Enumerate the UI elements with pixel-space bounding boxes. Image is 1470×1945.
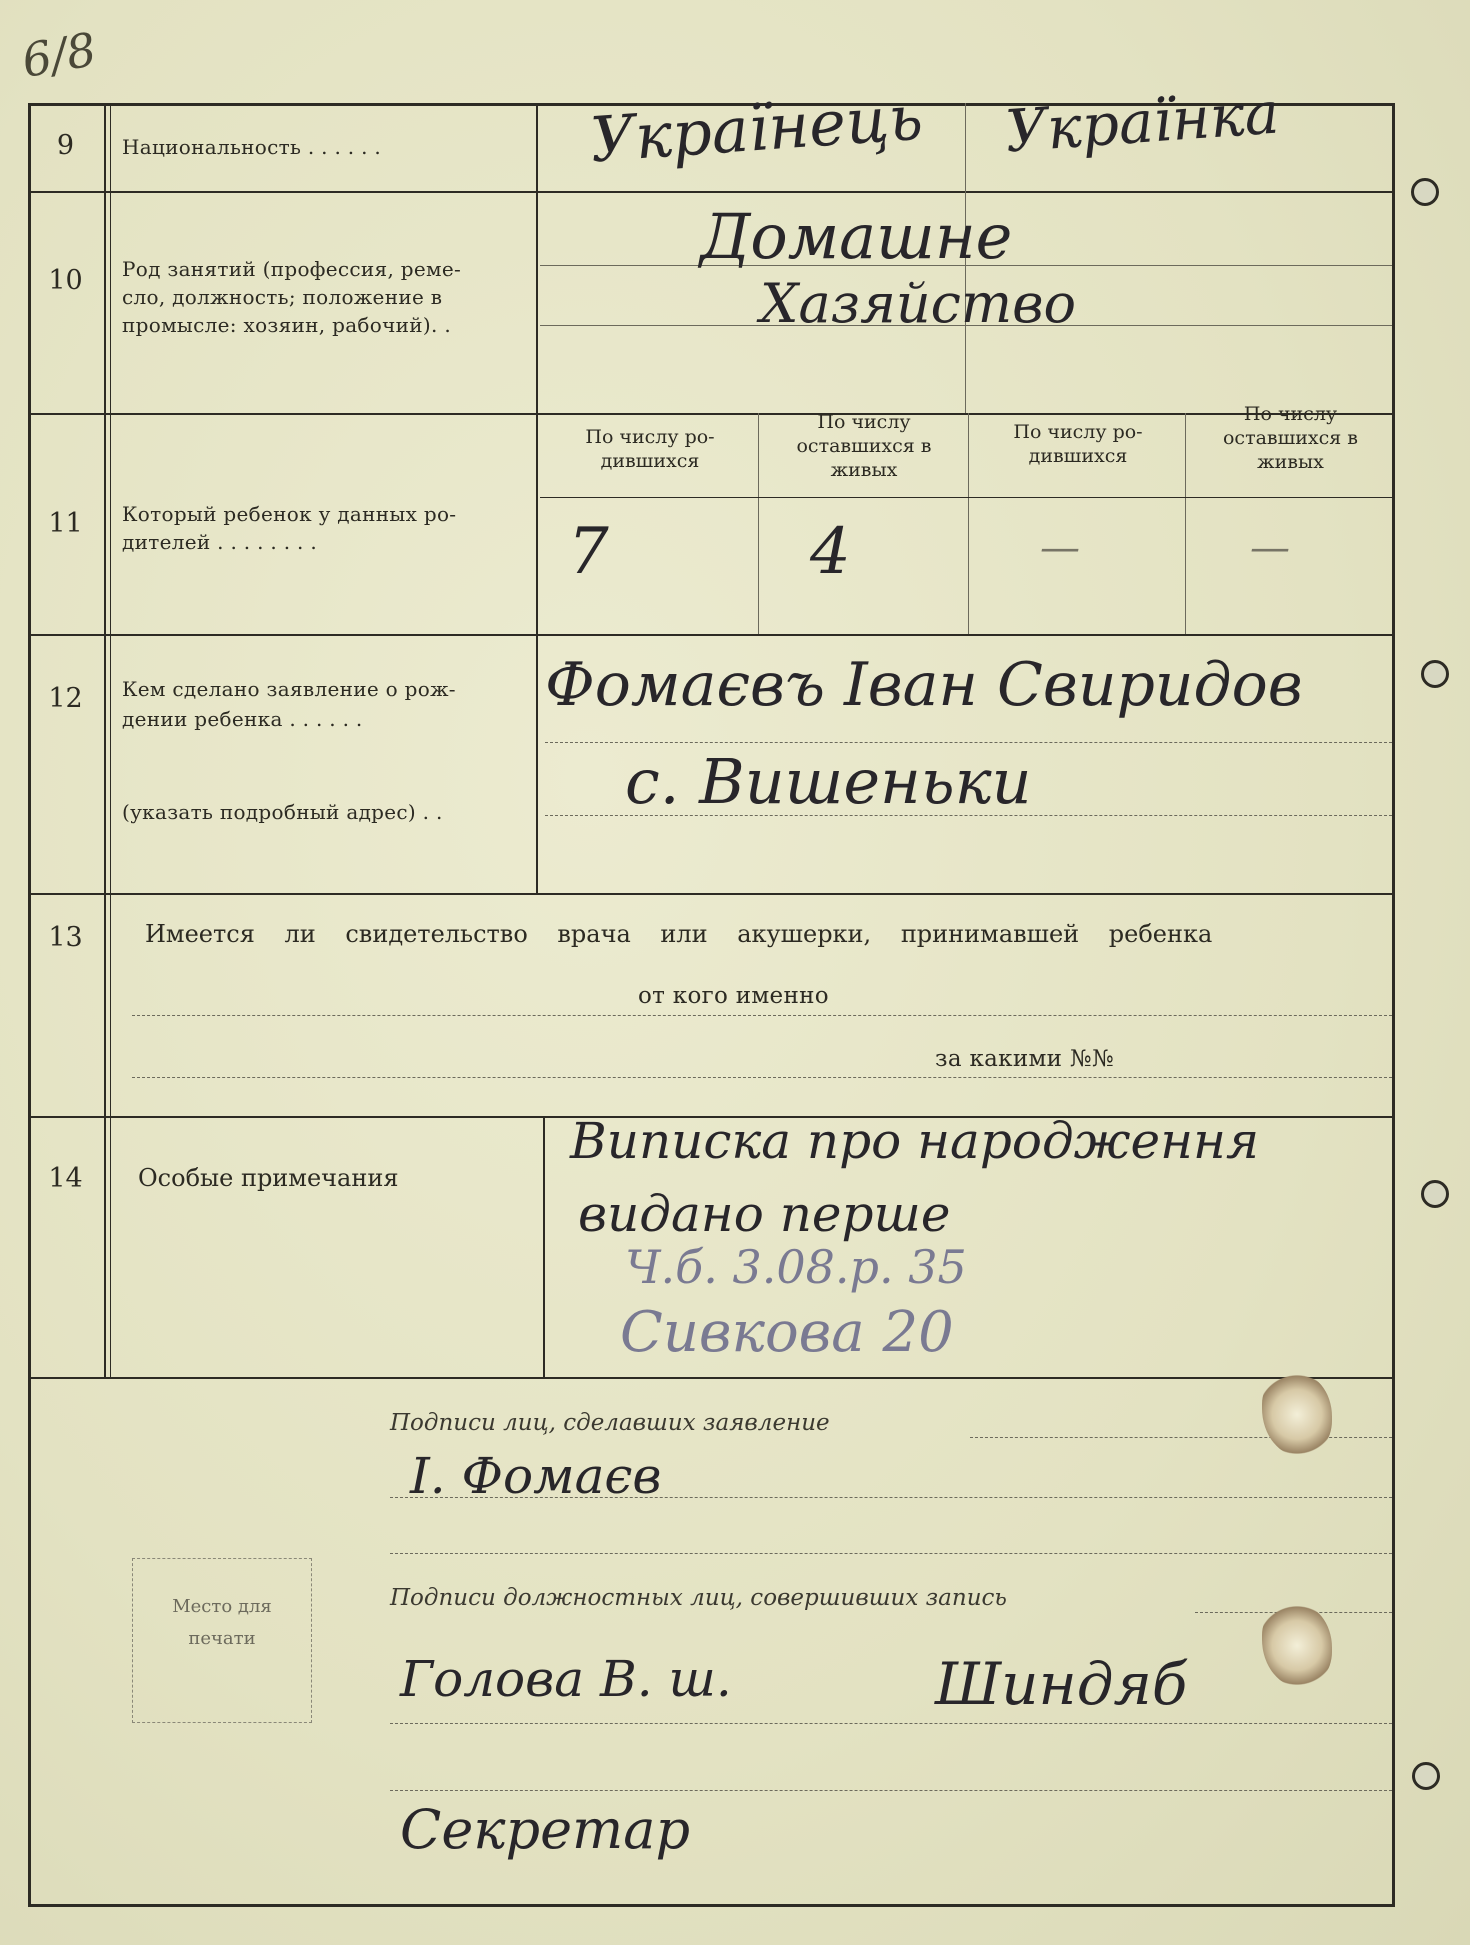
row-9-value-1: Українець — [587, 80, 926, 177]
binding-hole — [1421, 660, 1449, 688]
row-12-value-1: Фомаєвъ Іван Свиридов — [545, 650, 1303, 720]
applicant-signature-label: Подписи лиц, сделавших заявление — [390, 1410, 830, 1436]
col-divider — [536, 103, 538, 893]
official-signature-2: Шиндяб — [935, 1650, 1188, 1718]
row-14-number: 14 — [48, 1163, 83, 1194]
row-14-note-1: Виписка про народження — [570, 1112, 1260, 1170]
guide-line — [132, 1015, 1392, 1016]
guide-line — [540, 497, 1392, 498]
row-9-label: Национальность . . . . . . — [122, 135, 382, 159]
guide-line — [390, 1553, 1392, 1554]
row-12-label-1: Кем сделано заявление о рож- — [122, 677, 456, 701]
binding-hole — [1421, 1180, 1449, 1208]
row-14-note-4: Сивкова 20 — [620, 1300, 954, 1365]
row-divider — [28, 634, 1395, 636]
row-12-value-2: с. Вишеньки — [625, 745, 1032, 818]
row-13-from-whom: от кого именно — [638, 983, 829, 1009]
row-10-label-1: Род занятий (профессия, реме- — [122, 257, 462, 281]
stamp-placeholder: Место для печати — [132, 1558, 312, 1723]
row-11-label-2: дителей . . . . . . . . — [122, 530, 318, 554]
row-divider — [28, 191, 1395, 193]
row-14-label: Особые примечания — [138, 1164, 399, 1192]
row-10-value-2: Хазяйство — [760, 272, 1077, 335]
official-signature-3: Секретар — [400, 1798, 691, 1861]
row-13-number: 13 — [48, 922, 83, 953]
row-11-number: 11 — [48, 508, 83, 539]
row-11-label-1: Который ребенок у данных ро- — [122, 502, 457, 526]
row-11-subheader-2: По числу оставшихся в живых — [796, 411, 932, 481]
row-10-number: 10 — [48, 265, 83, 296]
row-10-label-3: промысле: хозяин, рабочий). . — [122, 313, 451, 337]
page-corner-mark: 6/8 — [17, 21, 101, 89]
row-11-subheader-3: По числу ро- дившихся — [1013, 421, 1143, 467]
binding-hole — [1411, 178, 1439, 206]
row-10-label-2: сло, должность; положение в — [122, 285, 443, 309]
guide-line — [545, 742, 1392, 743]
row-12-label-2: дении ребенка . . . . . . — [122, 707, 363, 731]
row-13-numbers: за какими №№ — [935, 1046, 1115, 1072]
col-divider — [758, 413, 759, 634]
applicant-signature: І. Фомаєв — [410, 1447, 662, 1505]
row-divider — [28, 1377, 1395, 1379]
row-12-address-label: (указать подробный адрес) . . — [122, 800, 443, 824]
row-11-subheader-4: По числу оставшихся в живых — [1222, 403, 1359, 473]
row-13-question: Имеется ли свидетельство врача или акушерки, принимавшей ребенка — [145, 920, 1213, 948]
col-divider — [110, 103, 111, 1377]
col-divider — [968, 413, 969, 634]
row-10-value-1: Домашне — [700, 200, 1013, 273]
col-divider — [104, 103, 106, 1377]
row-11-subheader-1: По числу ро- дившихся — [585, 426, 715, 472]
col-divider — [543, 1116, 545, 1377]
row-12-number: 12 — [48, 683, 83, 714]
row-11-value-2: 4 — [810, 515, 851, 589]
officials-signature-label: Подписи должностных лиц, совершивших запись — [390, 1585, 1007, 1611]
guide-line — [132, 1077, 1392, 1078]
binding-hole — [1412, 1762, 1440, 1790]
guide-line — [390, 1723, 1392, 1724]
row-11-value-1: 7 — [568, 515, 609, 589]
row-14-note-2: видано перше — [578, 1185, 951, 1243]
guide-line — [390, 1790, 1392, 1791]
row-11-value-3: — — [1040, 525, 1080, 571]
row-9-number: 9 — [56, 130, 75, 161]
row-divider — [28, 893, 1395, 895]
row-9-value-2: Українка — [1002, 78, 1282, 166]
row-14-note-3: Ч.б. 3.08.р. 35 — [625, 1240, 967, 1294]
official-signature-1: Голова В. ш. — [400, 1650, 732, 1708]
row-11-value-4: — — [1250, 525, 1290, 571]
col-divider — [1185, 413, 1186, 634]
